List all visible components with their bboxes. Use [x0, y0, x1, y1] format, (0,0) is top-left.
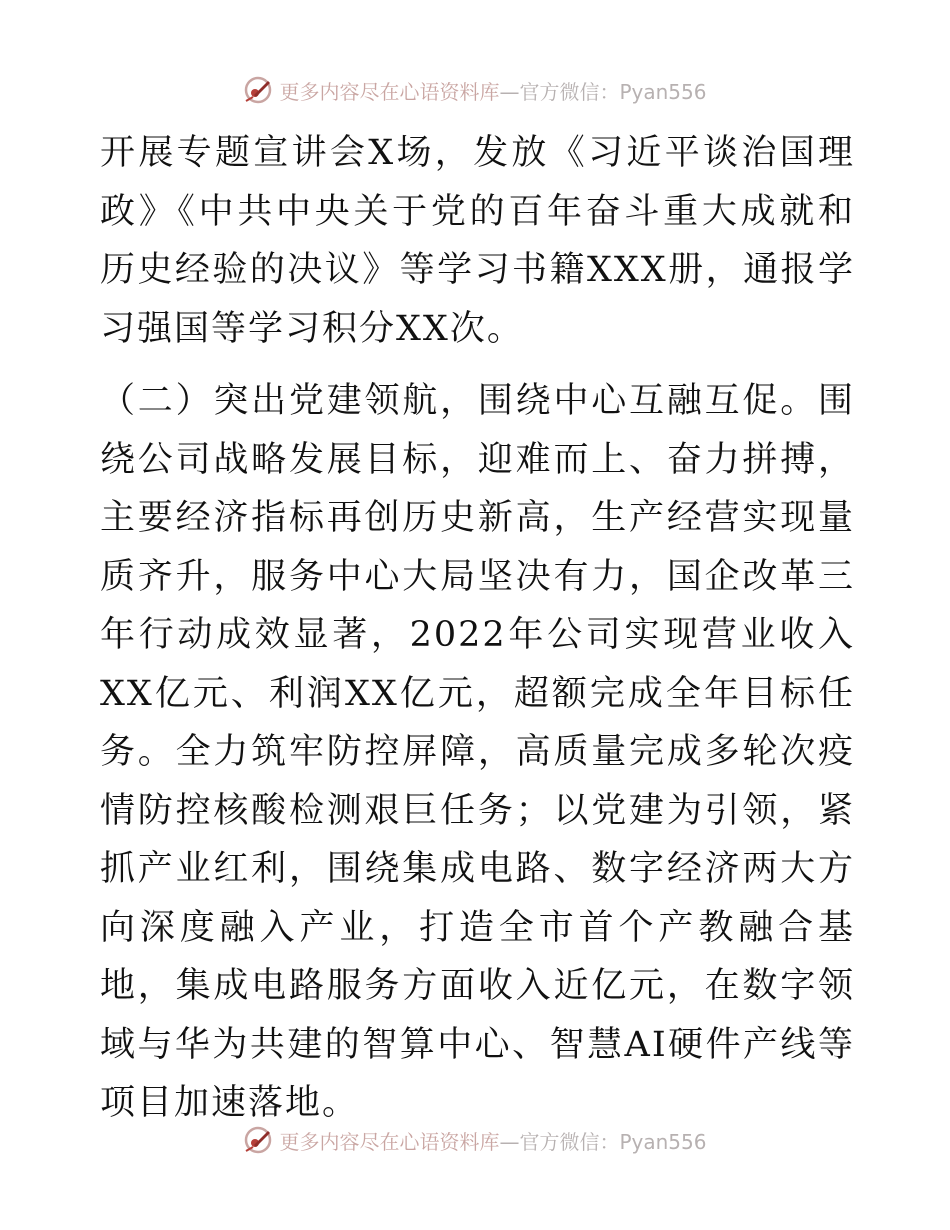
banner-title: 更多内容尽在心语资料库: [279, 1129, 500, 1154]
paragraph: 开展专题宣讲会X场，发放《习近平谈治国理政》《中共中央关于党的百年奋斗重大成就和历史经验的决议》等学习书籍XXX册，通报学习强国等学习积分XX次。: [100, 133, 855, 349]
document-body: [100, 124, 855, 1133]
banner-contact: —官方微信：Pyan556: [499, 1129, 707, 1154]
banner-contact: —官方微信：Pyan556: [499, 79, 707, 104]
quill-pen-seal-icon: [243, 75, 273, 105]
quill-pen-seal-icon: [243, 1125, 273, 1155]
paragraph: （二）突出党建领航，围绕中心互融互促。围绕公司战略发展目标，迎难而上、奋力拼搏，主要经济指标再创历史新高，生产经营实现量质齐升，服务中心大局坚决有力，国企改革三年行动成效显著，2022年公司实现营业收入XX亿元、利润XX亿元，超额完成全年目标任务。全力筑牢防控屏障，高质量完成多轮次疫情防控核酸检测艰巨任务；以党建为引领，紧抓产业红利，围绕集成电路、数字经济两大方向深度融入产业，打造全市首个产教融合基地，集成电路服务方面收入近亿元，在数字领域与华为共建的智算中心、智慧AI硬件产线等项目加速落地。: [100, 381, 855, 1123]
header-banner: [0, 72, 950, 108]
footer-banner: [0, 1122, 950, 1158]
banner-title: 更多内容尽在心语资料库: [279, 79, 500, 104]
